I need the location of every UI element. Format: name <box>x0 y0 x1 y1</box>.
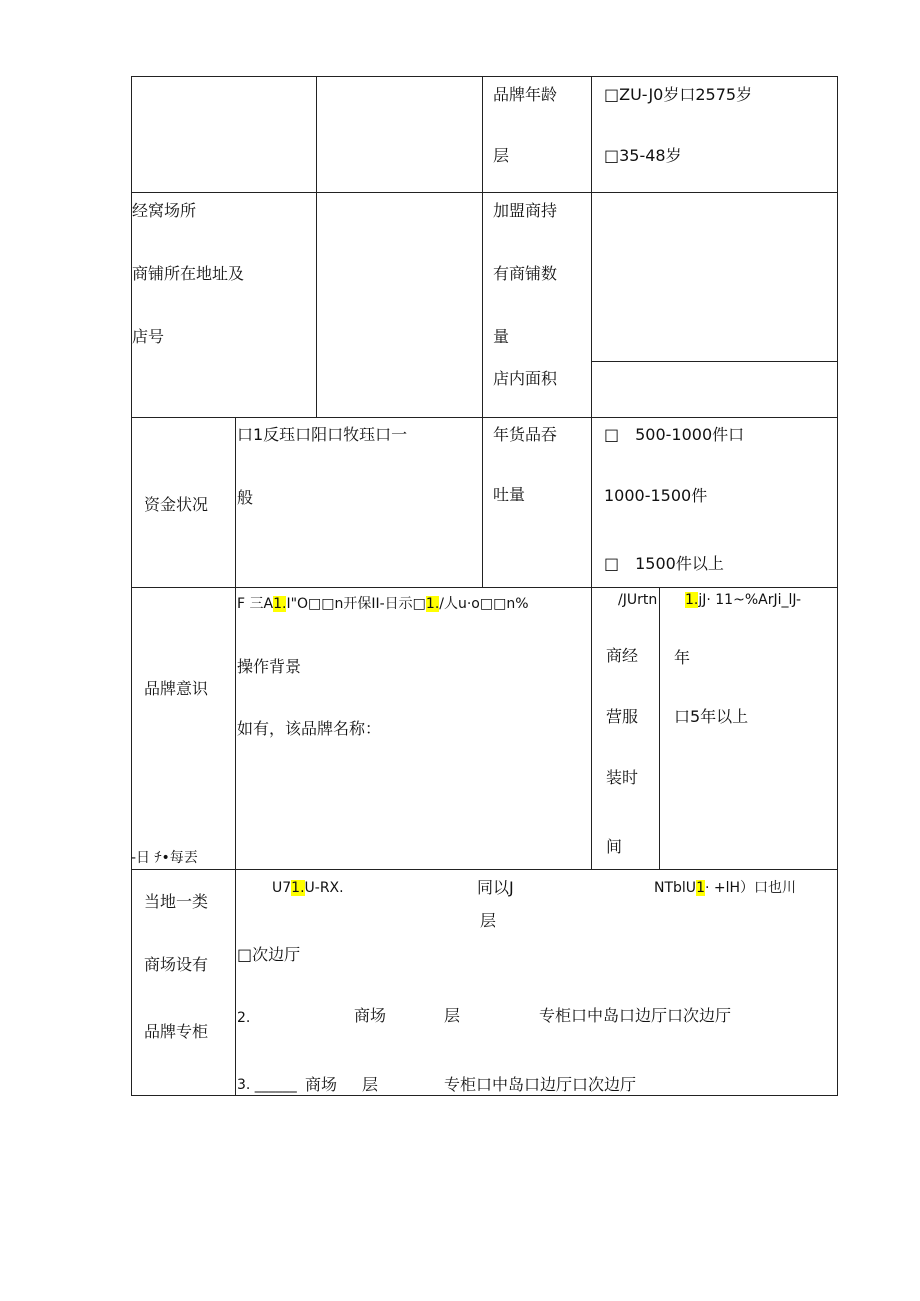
entry-text: U-RX. <box>304 880 344 896</box>
col-divider <box>316 76 317 418</box>
counter-entry-2-number: 2. <box>237 1010 251 1026</box>
brand-awareness-options[interactable] <box>237 594 529 614</box>
throughput-option-2[interactable]: 1000-1500件 <box>604 486 708 505</box>
franchisee-shops-label-cont: 有商铺数 <box>493 264 558 283</box>
shop-address-label: 商铺所在地址及 <box>132 264 245 283</box>
options-text: /人u·o□□n% <box>439 596 529 612</box>
counter-entry-1[interactable] <box>272 878 344 898</box>
col-divider <box>235 417 236 588</box>
col-divider <box>659 587 660 870</box>
row-divider <box>131 192 838 193</box>
years-options[interactable] <box>685 590 801 610</box>
table-border-bottom <box>131 1095 838 1096</box>
options-text: jJ· 11~%ArJi_lJ- <box>698 592 802 608</box>
throughput-label: 年货品吞 <box>493 425 558 444</box>
secondary-side-hall-option[interactable]: □次边厅 <box>237 945 301 964</box>
row-divider <box>131 417 838 418</box>
highlight-mark: 1. <box>685 592 699 608</box>
throughput-label-cont: 吐量 <box>493 485 526 504</box>
business-venue-label: 经窝场所 <box>132 201 197 220</box>
brand-name-field[interactable]: 如有，该品牌名称： <box>237 719 382 738</box>
apparel-time-label-3: 装时 <box>606 768 639 787</box>
operation-col-header: /JUrtn <box>618 592 658 608</box>
age-option-1[interactable]: □ZU-J0岁口2575岁 <box>604 85 753 104</box>
entry-text: · +lH）口也川 <box>704 880 797 896</box>
col-divider <box>591 76 592 588</box>
entry-text: U7 <box>272 880 292 896</box>
col-divider <box>482 76 483 588</box>
apparel-time-label-1: 商经 <box>606 646 639 665</box>
row-divider <box>131 587 838 588</box>
counter-entry-2-options[interactable]: 专柜口中岛口边厅口次边厅 <box>539 1006 732 1025</box>
entry-text: NTblU <box>654 880 697 896</box>
counter-entry-2-floor: 层 <box>444 1006 461 1025</box>
options-text: I"O□□n开保II-日示□ <box>286 596 426 612</box>
throughput-option-3[interactable]: □ 1500件以上 <box>604 554 724 573</box>
counter-entry-1-options[interactable] <box>654 878 796 898</box>
counter-entry-3-number: 3. ______ <box>237 1077 297 1093</box>
apparel-time-label-2: 营服 <box>606 707 639 726</box>
table-border-right <box>837 76 838 1096</box>
brand-awareness-footnote: -日 ﾁ•每丟 <box>131 850 198 866</box>
brand-age-label-cont: 层 <box>493 146 510 165</box>
operation-background-label: 操作背景 <box>237 657 302 676</box>
highlight-mark: 1. <box>273 596 287 612</box>
funding-options[interactable]: 口1反珏口阳口牧珏口一 <box>237 425 408 444</box>
highlight-mark: 1 <box>696 880 705 896</box>
table-border-top <box>131 76 838 77</box>
col-divider <box>235 869 236 1096</box>
brand-awareness-label: 品牌意识 <box>144 679 209 698</box>
row-divider <box>131 869 838 870</box>
shop-number-label: 店号 <box>132 327 165 346</box>
counter-entry-3-mall: 商场 <box>305 1075 338 1094</box>
highlight-mark: 1. <box>425 596 440 612</box>
col-divider <box>591 587 592 870</box>
row-divider <box>591 361 838 362</box>
local-mall-label-1: 当地一类 <box>144 892 209 911</box>
table-border-left <box>131 76 132 1096</box>
funding-options-cont[interactable]: 般 <box>237 488 254 507</box>
counter-entry-3-floor: 层 <box>362 1075 379 1094</box>
age-option-2[interactable]: □35-48岁 <box>604 146 682 165</box>
throughput-option-1[interactable]: □ 500-1000件口 <box>604 425 745 444</box>
local-mall-label-3: 品牌专柜 <box>144 1022 209 1041</box>
col-divider <box>235 587 236 870</box>
brand-age-label: 品牌年龄 <box>493 85 558 104</box>
franchisee-shops-label: 加盟商持 <box>493 201 558 220</box>
counter-entry-1-floor: 层 <box>480 911 497 930</box>
apparel-time-label-4: 间 <box>606 837 623 856</box>
five-years-option[interactable]: 口5年以上 <box>674 707 749 726</box>
counter-entry-1-mall: 同以J <box>477 878 514 897</box>
year-label: 年 <box>674 648 691 667</box>
counter-entry-3-options[interactable]: 专柜口中岛口边厅口次边厅 <box>444 1075 637 1094</box>
counter-entry-2-mall: 商场 <box>354 1006 387 1025</box>
franchisee-shops-label-end: 量 <box>493 327 510 346</box>
funding-status-label: 资金状况 <box>144 495 209 514</box>
options-text: F 三A <box>237 596 274 612</box>
highlight-mark: 1. <box>291 880 305 896</box>
store-area-label: 店内面积 <box>493 369 558 388</box>
local-mall-label-2: 商场设有 <box>144 955 209 974</box>
